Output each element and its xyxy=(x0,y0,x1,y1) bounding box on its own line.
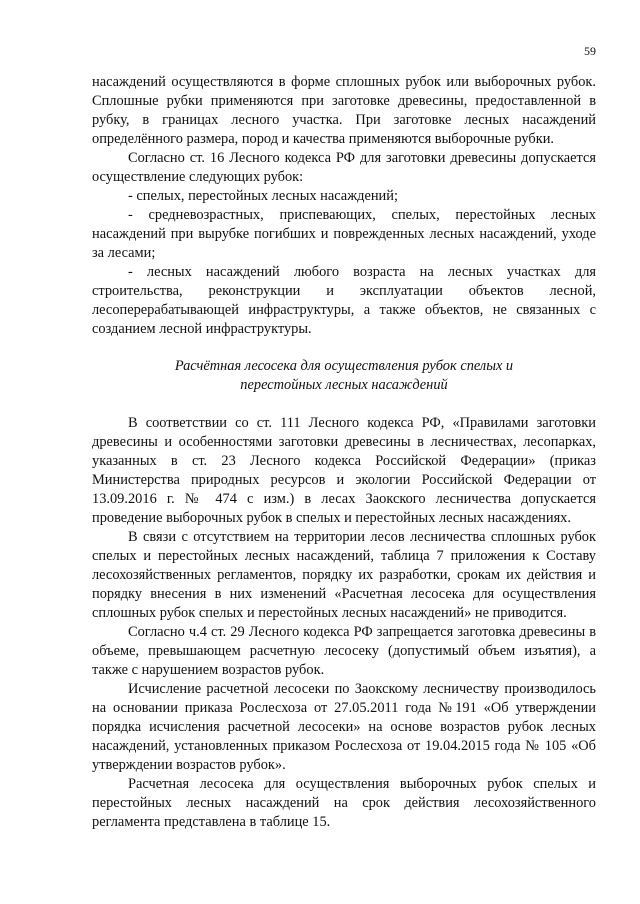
paragraph: В соответствии со ст. 111 Лесного кодекса РФ, «Правилами заготовки древесины и особенностями заготовки древесины в лесничествах, лесопарках, указанных в ст. 23 Лесного кодекса Российской Федерации» (приказ Министерства природных ресурсов и экологии Российской Федерации от 13.09.2016 г. № 474 с изм.) в лесах Заокского лесничества допускается проведение выборочных рубок в спелых и перестойных лесных насаждениях. xyxy=(92,415,596,526)
section-heading xyxy=(92,357,596,395)
paragraph: Согласно ст. 16 Лесного кодекса РФ для заготовки древесины допускается осуществление следующих рубок: xyxy=(92,150,596,185)
page-body xyxy=(92,73,596,832)
paragraph: насаждений осуществляются в форме сплошных рубок или выборочных рубок. Сплошные рубки применяются при заготовке древесины, предоставленной в рубку, в границах лесного участка. При заготовке лесных насаждений определённого размера, пород и качества применяются выборочные рубки. xyxy=(92,74,596,147)
paragraph: В связи с отсутствием на территории лесов лесничества сплошных рубок спелых и перестойных лесных насаждений, таблица 7 приложения к Составу лесохозяйственных регламентов, порядку их разработки, срокам их действия и порядку внесения в них изменений «Расчетная лесосека для осуществления сплошных рубок спелых и перестойных лесных насаждений» не приводится. xyxy=(92,529,596,621)
paragraph: Расчетная лесосека для осуществления выборочных рубок спелых и перестойных лесных насаждений на срок действия лесохозяйственного регламента представлена в таблице 15. xyxy=(92,776,596,830)
list-item: - средневозрастных, приспевающих, спелых, перестойных лесных насаждений при вырубке погибших и поврежденных лесных насаждений, уходе за лесами; xyxy=(92,207,596,261)
paragraph: Согласно ч.4 ст. 29 Лесного кодекса РФ запрещается заготовка древесины в объеме, превышающем расчетную лесосеку (допустимый объем изъятия), а также с нарушением возрастов рубок. xyxy=(92,624,596,678)
list-item: - лесных насаждений любого возраста на лесных участках для строительства, реконструкции и эксплуатации объектов лесной, лесоперерабатывающей инфраструктуры, а также объектов, не связанных с созданием лесной инфраструктуры. xyxy=(92,264,596,337)
paragraph: Исчисление расчетной лесосеки по Заокскому лесничеству производилось на основании приказа Рослесхоза от 27.05.2011 года №191 «Об утверждении порядка исчисления расчетной лесосеки» на основе возрастов рубок лесных насаждений, установленных приказом Рослесхоза от 19.04.2015 года № 105 «Об утверждении возрастов рубок». xyxy=(92,681,596,773)
section-heading-line: перестойных лесных насаждений xyxy=(240,377,448,393)
list-item: - спелых, перестойных лесных насаждений; xyxy=(128,188,398,204)
page-number: 59 xyxy=(584,44,596,58)
section-heading-line: Расчётная лесосека для осуществления рубок спелых и xyxy=(174,358,514,374)
